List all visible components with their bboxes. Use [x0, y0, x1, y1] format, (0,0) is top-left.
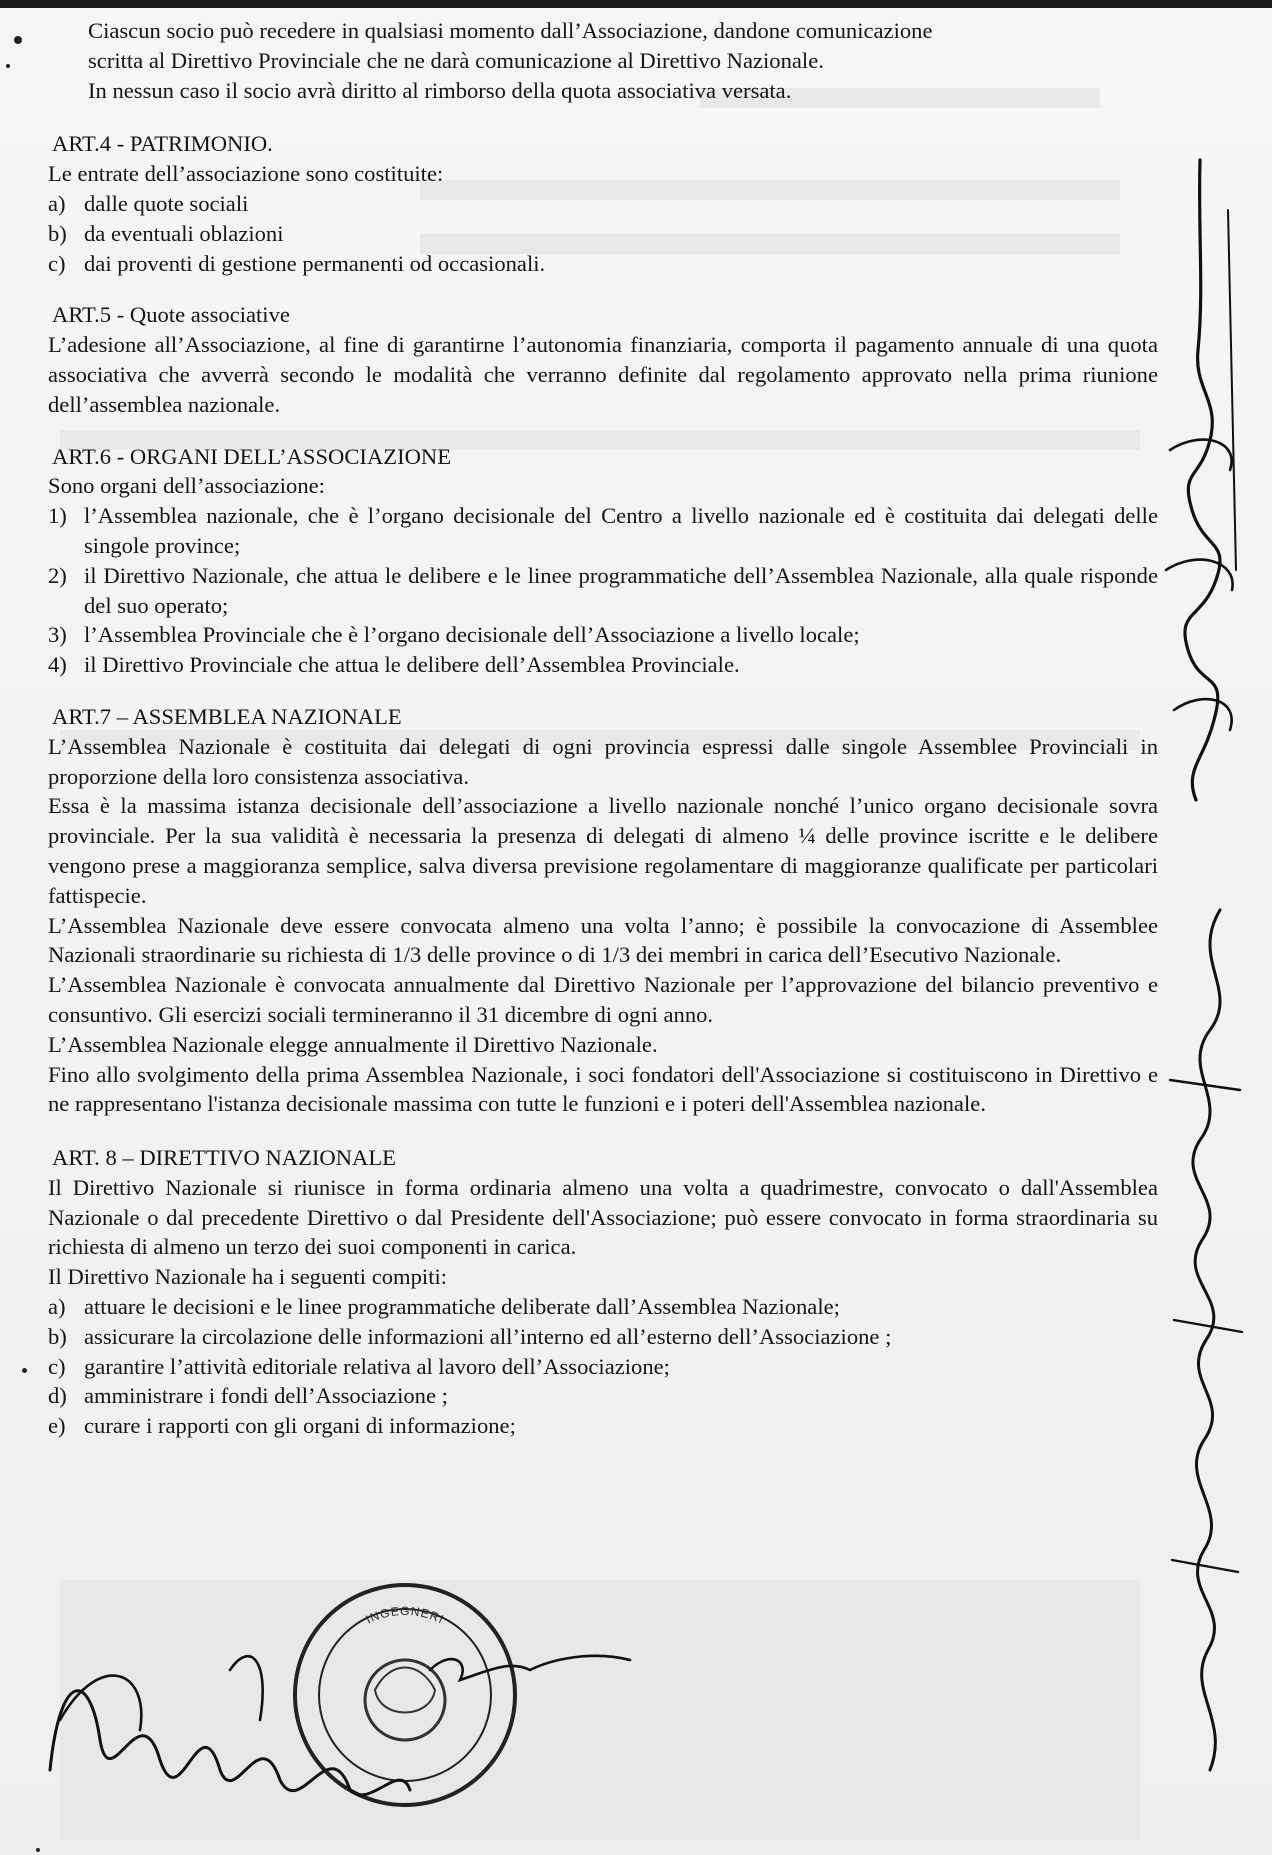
list-text: il Direttivo Provinciale che attua le delibere dell’Assemblea Provinciale.	[84, 652, 740, 678]
art7-paragraph: L’Assemblea Nazionale deve essere convocata almeno una volta l’anno; è possibile la convocazione di Assemblee Nazionali straordinarie su richiesta di 1/3 delle province o di 1/3 dei membri in carica dell’Esecutivo Nazionale.	[48, 912, 1158, 968]
list-marker: a)	[48, 1294, 66, 1320]
handwritten-signature	[30, 1610, 650, 1840]
art8-intro: Il Direttivo Nazionale ha i seguenti compiti:	[48, 1264, 448, 1290]
list-text: amministrare i fondi dell’Associazione ;	[84, 1383, 448, 1409]
art8-body: Il Direttivo Nazionale si riunisce in forma ordinaria almeno una volta a quadrimestre, convocato o dall'Assemblea Nazionale o dal precedente Direttivo o dal Presidente dell'Associazione; può essere convocato in forma straordinaria su richiesta di almeno un terzo dei suoi componenti in carica.	[48, 1174, 1158, 1260]
list-text: da eventuali oblazioni	[84, 220, 284, 246]
list-item	[48, 249, 1158, 279]
list-item	[48, 1292, 1158, 1322]
art7-paragraph: Essa è la massima istanza decisionale dell’associazione a livello nazionale nonché l’unico organo decisionale sovra provinciale. Per la sua validità è necessaria la presenza di delegati di almeno ¼ delle province iscritte e le delibere vengono prese a maggioranza semplice, salva diversa previsione regolamentare di maggioranze qualificate per particolari fattispecie.	[48, 793, 1158, 908]
art6-intro: Sono organi dell’associazione:	[48, 473, 325, 499]
art7-paragraph: L’Assemblea Nazionale elegge annualmente il Direttivo Nazionale.	[48, 1031, 658, 1057]
list-marker: b)	[48, 1323, 67, 1349]
art6-list	[48, 501, 1158, 680]
list-item	[48, 219, 1158, 249]
document-body	[48, 16, 1158, 1441]
art4-intro: Le entrate dell’associazione sono costituite:	[48, 161, 444, 187]
list-text: dalle quote sociali	[84, 190, 249, 216]
list-marker: 4)	[48, 652, 67, 678]
list-marker: e)	[48, 1413, 66, 1439]
list-text: assicurare la circolazione delle informazioni all’interno ed all’esterno dell’Associazione ;	[84, 1323, 892, 1349]
list-marker: 2)	[48, 562, 67, 588]
intro-line: scritta al Direttivo Provinciale che ne darà comunicazione al Direttivo Nazionale.	[88, 47, 824, 73]
art7-paragraph: Fino allo svolgimento della prima Assemblea Nazionale, i soci fondatori dell'Associazione si costituiscono in Direttivo e ne rappresentano l'istanza decisionale massima con tutte le funzioni e i poteri dell'Assemblea nazionale.	[48, 1061, 1158, 1117]
intro-line: In nessun caso il socio avrà diritto al rimborso della quota associativa versata.	[88, 77, 792, 103]
art4-list	[48, 189, 1158, 278]
stamp-text: INGEGNERI	[363, 1603, 447, 1627]
art7-paragraph: L’Assemblea Nazionale è convocata annualmente dal Direttivo Nazionale per l’approvazione del bilancio preventivo e consuntivo. Gli esercizi sociali termineranno il 31 dicembre di ogni anno.	[48, 972, 1158, 1027]
list-item	[48, 1411, 1158, 1441]
scan-edge	[0, 0, 1272, 8]
list-item	[48, 189, 1158, 219]
list-marker: a)	[48, 190, 66, 216]
list-marker: 1)	[48, 503, 67, 529]
handwritten-signature	[1140, 150, 1260, 810]
list-text: curare i rapporti con gli organi di informazione;	[84, 1413, 516, 1439]
scan-speck	[36, 1848, 40, 1852]
list-marker: b)	[48, 220, 67, 246]
list-marker: d)	[48, 1383, 67, 1409]
handwritten-signature	[1150, 900, 1260, 1780]
list-text: dai proventi di gestione permanenti od occasionali.	[84, 250, 546, 276]
list-item	[48, 561, 1158, 621]
list-item	[48, 620, 1158, 650]
list-item	[48, 1381, 1158, 1411]
art6-heading: ART.6 - ORGANI DELL’ASSOCIAZIONE	[52, 443, 452, 469]
list-item	[48, 650, 1158, 680]
list-item	[48, 1322, 1158, 1352]
scan-speck	[14, 36, 22, 44]
scan-speck	[6, 64, 10, 68]
list-item	[48, 501, 1158, 561]
list-text: attuare le decisioni e le linee programmatiche deliberate dall’Assemblea Nazionale;	[84, 1294, 840, 1320]
art7-paragraph: L’Assemblea Nazionale è costituita dai delegati di ogni provincia espressi dalle singole Assemblee Provinciali in proporzione della loro consistenza associativa.	[48, 733, 1158, 789]
art5-heading: ART.5 - Quote associative	[52, 302, 290, 328]
list-marker: c)	[48, 250, 66, 276]
art4-heading: ART.4 - PATRIMONIO.	[52, 131, 273, 157]
list-text: il Direttivo Nazionale, che attua le delibere e le linee programmatiche dell’Assemblea Nazionale, alla quale risponde del suo operato;	[84, 562, 1158, 618]
art8-list	[48, 1292, 1158, 1441]
art8-heading: ART. 8 – DIRETTIVO NAZIONALE	[52, 1145, 396, 1171]
list-marker: 3)	[48, 622, 67, 648]
art5-body: L’adesione all’Associazione, al fine di garantirne l’autonomia finanziaria, comporta il pagamento annuale di una quota associativa che avverrà secondo le modalità che verranno definite dal regolamento approvato nella prima riunione dell’assemblea nazionale.	[48, 332, 1158, 417]
intro-line: Ciascun socio può recedere in qualsiasi momento dall’Associazione, dandone comunicazione	[88, 18, 933, 43]
list-text: l’Assemblea Provinciale che è l’organo decisionale dell’Associazione a livello locale;	[84, 622, 860, 648]
list-text: l’Assemblea nazionale, che è l’organo decisionale del Centro a livello nazionale ed è costituita dai delegati delle singole province;	[84, 503, 1158, 558]
scan-speck	[22, 1368, 27, 1373]
list-text: garantire l’attività editoriale relativa al lavoro dell’Associazione;	[84, 1353, 670, 1379]
list-item	[48, 1352, 1158, 1382]
list-marker: c)	[48, 1353, 66, 1379]
art7-heading: ART.7 – ASSEMBLEA NAZIONALE	[52, 703, 402, 729]
